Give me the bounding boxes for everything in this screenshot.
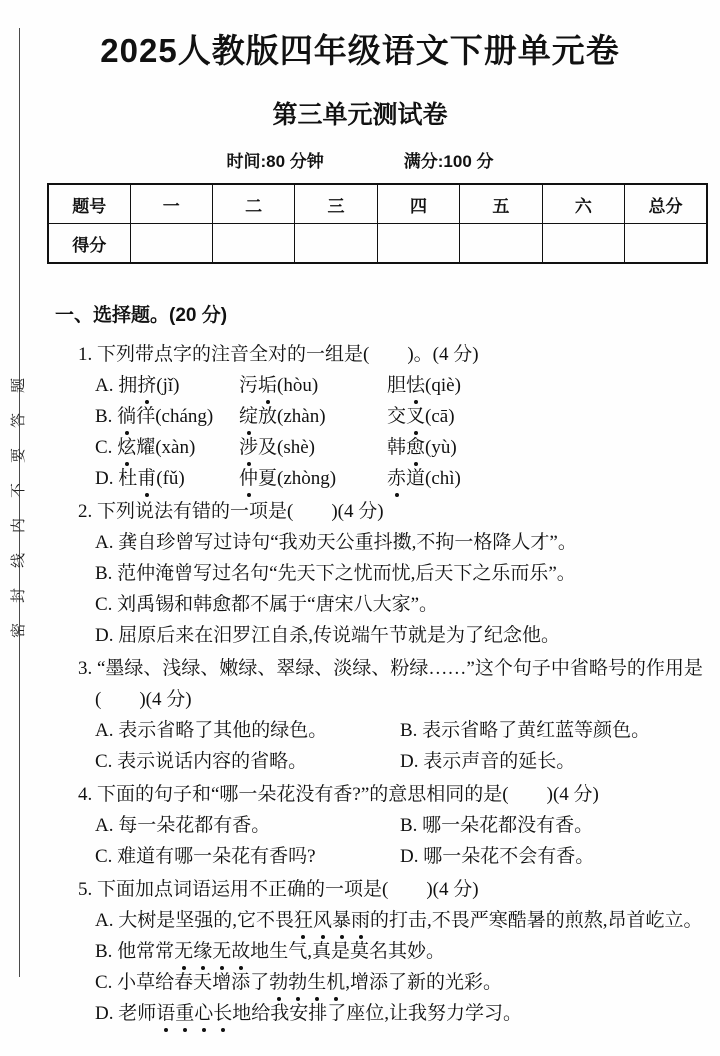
score-blank-cell <box>460 224 542 264</box>
option-c: C. 刘禹锡和韩愈都不属于“唐宋八大家”。 <box>95 594 439 615</box>
full-score-label: 满分:100 分 <box>403 152 494 171</box>
question-4-options <box>95 810 712 872</box>
score-blank-cell <box>212 224 294 264</box>
option-item: 交叉(cā) <box>387 401 712 432</box>
option-c: C. 小草给春天增添了勃勃生机,增添了新的光彩。 <box>95 967 712 998</box>
time-limit-label: 时间:80 分钟 <box>226 152 324 171</box>
question-2 <box>78 496 712 651</box>
question-4 <box>78 779 712 872</box>
question-5 <box>78 874 712 1029</box>
question-3 <box>78 653 712 777</box>
paper-title: 2025人教版四年级语文下册单元卷 <box>100 32 620 69</box>
option-b: B. 哪一朵花都没有香。 <box>400 815 594 836</box>
question-1-stem: 1. 下列带点字的注音全对的一组是( )。(4 分) <box>78 344 479 365</box>
question-3-stem: 3. “墨绿、浅绿、嫩绿、翠绿、淡绿、粉绿……”这个句子中省略号的作用是( )(4 分) <box>78 658 703 710</box>
table-column-cell: 二 <box>212 184 294 224</box>
score-label-cell: 得分 <box>48 224 130 264</box>
exam-info-line <box>0 147 720 172</box>
question-2-stem: 2. 下列说法有错的一项是( )(4 分) <box>78 501 384 522</box>
option-item: 绽放(zhàn) <box>239 401 387 432</box>
score-table <box>47 183 708 264</box>
option-item: 涉及(shè) <box>239 432 387 463</box>
option-a: A. 拥挤(jǐ) <box>95 370 239 401</box>
option-row <box>95 432 712 463</box>
score-blank-cell <box>295 224 377 264</box>
option-row <box>95 401 712 432</box>
option-row <box>95 746 712 777</box>
question-4-stem: 4. 下面的句子和“哪一朵花没有香?”的意思相同的是( )(4 分) <box>78 784 599 805</box>
option-c: C. 表示说话内容的省略。 <box>95 751 308 772</box>
table-column-cell: 六 <box>542 184 624 224</box>
table-column-cell: 一 <box>130 184 212 224</box>
option-d: D. 表示声音的延长。 <box>400 751 576 772</box>
table-column-cell: 四 <box>377 184 459 224</box>
option-b: B. 范仲淹曾写过名句“先天下之忧而忧,后天下之乐而乐”。 <box>95 563 576 584</box>
paper-subtitle: 第三单元测试卷 <box>272 101 448 129</box>
seal-line-text: 密封线内不要答题 <box>10 358 27 639</box>
score-table-header-row <box>48 184 707 224</box>
section-one-heading: 一、选择题。(20 分) <box>55 305 228 326</box>
score-table-score-row <box>48 224 707 264</box>
option-b: B. 徜徉(cháng) <box>95 401 239 432</box>
question-list <box>78 339 712 1029</box>
option-item: 韩愈(yù) <box>387 432 712 463</box>
table-column-cell: 五 <box>460 184 542 224</box>
question-1-options <box>95 370 712 494</box>
question-3-options <box>95 715 712 777</box>
score-blank-cell <box>625 224 707 264</box>
question-5-options <box>95 905 712 1029</box>
table-column-cell: 总分 <box>625 184 707 224</box>
option-b: B. 表示省略了黄红蓝等颜色。 <box>400 720 651 741</box>
question-1 <box>78 339 712 494</box>
option-item: 污垢(hòu) <box>239 370 387 401</box>
score-blank-cell <box>377 224 459 264</box>
option-d: D. 哪一朵花不会有香。 <box>400 846 595 867</box>
option-c: C. 难道有哪一朵花有香吗? <box>95 846 316 867</box>
option-row <box>95 715 712 746</box>
table-column-cell: 三 <box>295 184 377 224</box>
option-c: C. 炫耀(xàn) <box>95 432 239 463</box>
option-row <box>95 370 712 401</box>
option-a: A. 龚自珍曾写过诗句“我劝天公重抖擞,不拘一格降人才”。 <box>95 532 577 553</box>
option-row <box>95 841 712 872</box>
score-blank-cell <box>130 224 212 264</box>
option-b: B. 他常常无缘无故地生气,真是莫名其妙。 <box>95 936 712 967</box>
option-a: A. 每一朵花都有香。 <box>95 815 271 836</box>
option-item: 仲夏(zhòng) <box>239 463 387 494</box>
option-d: D. 杜甫(fǔ) <box>95 463 239 494</box>
option-item: 赤道(chì) <box>387 463 712 494</box>
option-row <box>95 810 712 841</box>
option-a: A. 表示省略了其他的绿色。 <box>95 720 328 741</box>
option-item: 胆怯(qiè) <box>387 370 712 401</box>
score-blank-cell <box>542 224 624 264</box>
question-5-stem: 5. 下面加点词语运用不正确的一项是( )(4 分) <box>78 879 479 900</box>
option-d: D. 屈原后来在汨罗江自杀,传说端午节就是为了纪念他。 <box>95 625 560 646</box>
option-d: D. 老师语重心长地给我安排了座位,让我努力学习。 <box>95 998 712 1029</box>
option-a: A. 大树是坚强的,它不畏狂风暴雨的打击,不畏严寒酷暑的煎熬,昂首屹立。 <box>95 905 712 936</box>
option-row <box>95 463 712 494</box>
question-2-options <box>95 527 712 651</box>
question-number-label-cell: 题号 <box>48 184 130 224</box>
